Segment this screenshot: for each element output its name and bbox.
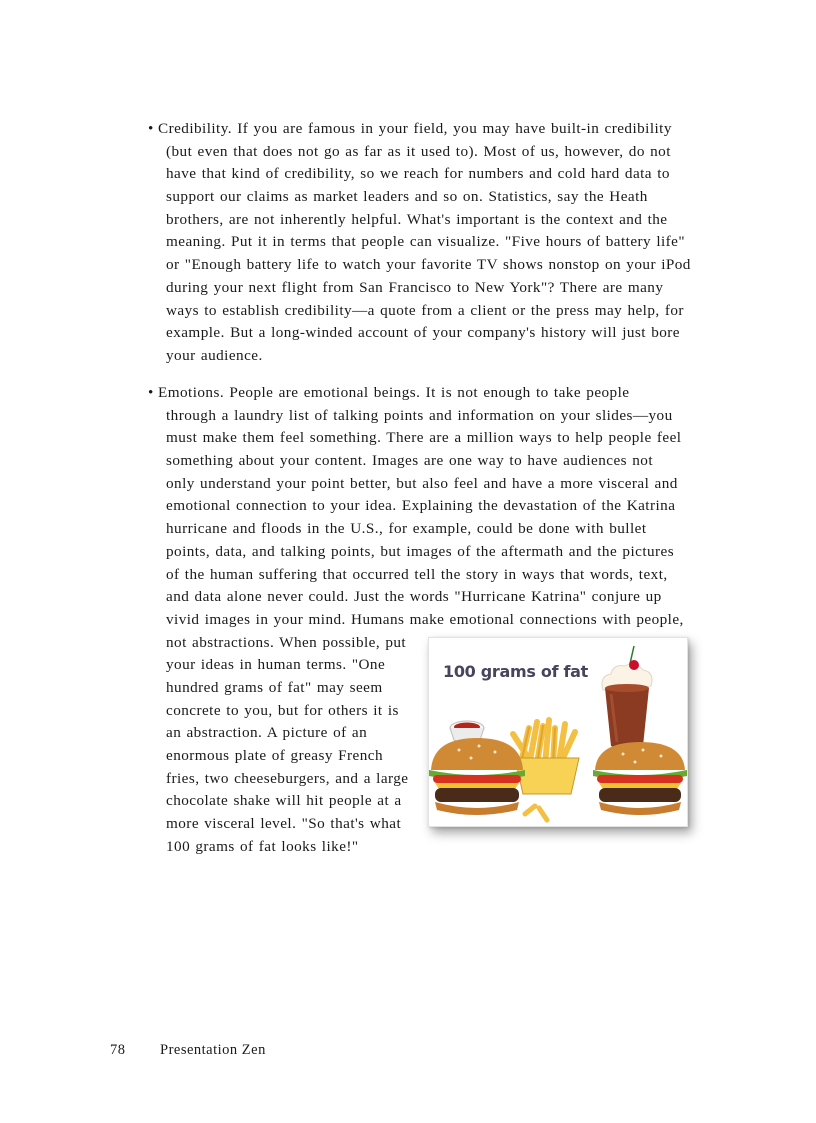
text-line-content: Emotions. People are emotional beings. It is not enough to take people [158,384,630,401]
text-line: something about your content. Images are one way to have audiences not [166,452,654,470]
text-line: points, data, and talking points, but images of the aftermath and the pictures [166,542,675,560]
text-line: hurricane and floods in the U.S., for example, could be done with bullet [166,520,647,538]
text-line: only understand your point better, but also feel and have a more visceral and [166,474,678,492]
text-line: more visceral level. "So that's what [166,815,402,833]
text-line: of the human suffering that occurred tell the story in ways that words, text, [166,565,668,583]
running-title: Presentation Zen [160,1042,266,1058]
figure-caption: 100 grams of fat [443,662,589,681]
text-line [148,118,691,141]
text-line: chocolate shake will hit people at a [166,792,402,810]
text-line: or "Enough battery life to watch your favorite TV shows nonstop on your iPod [166,256,691,274]
text-line: meaning. Put it in terms that people can visualize. "Five hours of battery life" [166,233,686,251]
text-line: concrete to you, but for others it is [166,701,399,719]
text-line: vivid images in your mind. Humans make emotional connections with people, [166,610,684,628]
cheeseburger-icon [593,742,687,815]
text-line: support our claims as market leaders and so on. Statistics, say the Heath [166,188,648,206]
page-number: 78 [110,1042,126,1058]
text-line: not abstractions. When possible, put [166,633,407,651]
text-line: have that kind of credibility, so we reach for numbers and cold hard data to [166,165,670,183]
text-line: example. But a long-winded account of your company's history will just bore [166,324,680,342]
text-line: your ideas in human terms. "One [166,656,386,674]
text-line: an abstraction. A picture of an [166,724,368,742]
text-line: ways to establish credibility—a quote from a client or the press may help, for [166,301,684,319]
text-line [148,382,684,405]
text-line: fries, two cheeseburgers, and a large [166,769,409,787]
cheeseburger-icon [429,738,525,815]
bullet-marker: • [148,384,154,401]
text-line: must make them feel something. There are a million ways to help people feel [166,429,682,447]
text-line: and data alone never could. Just the words "Hurricane Katrina" conjure up [166,588,662,606]
text-line-content: Credibility. If you are famous in your field, you may have built-in credibility [158,120,672,137]
fat-food-figure [428,637,688,827]
text-line: hundred grams of fat" may seem [166,678,383,696]
bullet-marker: • [148,120,154,137]
text-line: emotional connection to your idea. Explaining the devastation of the Katrina [166,497,676,515]
text-line: during your next flight from San Francisco to New York"? There are many [166,278,664,296]
text-line: through a laundry list of talking points and information on your slides—you [166,406,673,424]
text-line: 100 grams of fat looks like!" [166,837,359,855]
text-line: (but even that does not go as far as it used to). Most of us, however, do not [166,142,671,160]
text-line: enormous plate of greasy French [166,747,384,764]
text-line: your audience. [166,346,263,364]
milkshake-icon [602,646,652,749]
bullet-paragraph-credibility [148,118,691,368]
text-line: brothers, are not inherently helpful. What's important is the context and the [166,210,668,228]
